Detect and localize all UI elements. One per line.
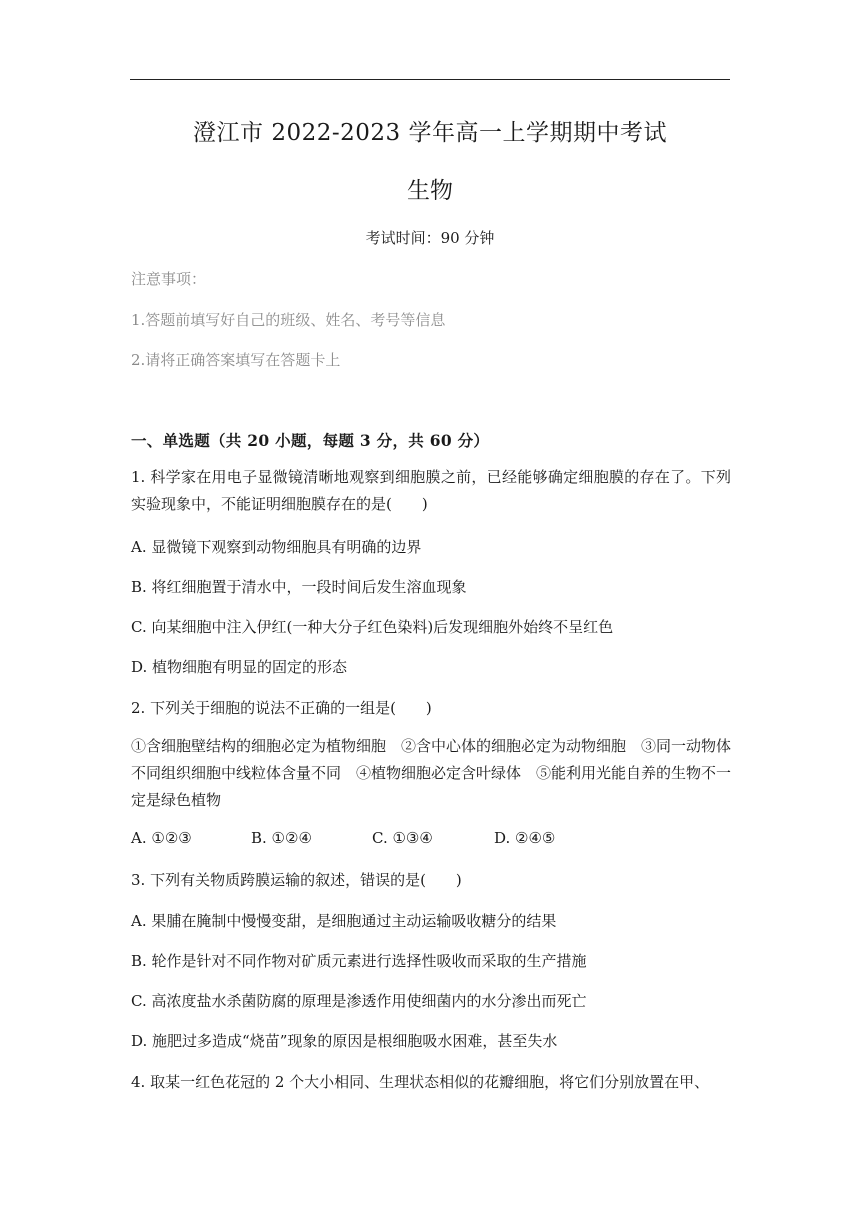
- question-2-option-d: D. ②④⑤: [494, 829, 556, 847]
- notice-item-2: 2.请将正确答案填写在答题卡上: [131, 351, 341, 369]
- header-rule: [130, 79, 730, 80]
- question-4-stem: 4. 取某一红色花冠的 2 个大小相同、生理状态相似的花瓣细胞，将它们分别放置在甲、: [131, 1073, 710, 1091]
- question-3-option-c: C. 高浓度盐水杀菌防腐的原理是渗透作用使细菌内的水分渗出而死亡: [131, 992, 587, 1010]
- section-heading: 一、单选题（共 20 小题，每题 3 分，共 60 分）: [131, 431, 490, 450]
- question-2-option-b: B. ①②④: [251, 829, 312, 847]
- notice-heading: 注意事项：: [131, 270, 207, 288]
- exam-duration: 考试时间：90 分钟: [365, 229, 495, 247]
- question-1-stem: 1. 科学家在用电子显微镜清晰地观察到细胞膜之前，已经能够确定细胞膜的存在了。下列实验现象中，不能证明细胞膜存在的是( ): [131, 468, 731, 513]
- question-2-option-c: C. ①③④: [372, 829, 433, 847]
- question-2-option-a: A. ①②③: [131, 829, 192, 847]
- question-1-option-c: C. 向某细胞中注入伊红(一种大分子红色染料)后发现细胞外始终不呈红色: [131, 618, 614, 636]
- subject-title: 生物: [407, 178, 453, 204]
- question-1-option-d: D. 植物细胞有明显的固定的形态: [131, 658, 348, 676]
- question-1-option-a: A. 显微镜下观察到动物细胞具有明确的边界: [131, 538, 422, 556]
- question-3-option-d: D. 施肥过多造成“烧苗”现象的原因是根细胞吸水困难，甚至失水: [131, 1032, 558, 1050]
- notice-item-1: 1.答题前填写好自己的班级、姓名、考号等信息: [131, 311, 446, 329]
- question-3-option-b: B. 轮作是针对不同作物对矿质元素进行选择性吸收而采取的生产措施: [131, 952, 587, 970]
- question-2-stem: 2. 下列关于细胞的说法不正确的一组是( ): [131, 699, 432, 717]
- question-2-statements: ①含细胞壁结构的细胞必定为植物细胞 ②含中心体的细胞必定为动物细胞 ③同一动物体不同组织细胞中线粒体含量不同 ④植物细胞必定含叶绿体 ⑤能利用光能自养的生物不一定是绿色植物: [131, 737, 732, 809]
- question-1-option-b: B. 将红细胞置于清水中，一段时间后发生溶血现象: [131, 578, 467, 596]
- exam-title: 澄江市 2022-2023 学年高一上学期期中考试: [193, 120, 667, 146]
- question-3-stem: 3. 下列有关物质跨膜运输的叙述，错误的是( ): [131, 871, 462, 889]
- question-3-option-a: A. 果脯在腌制中慢慢变甜，是细胞通过主动运输吸收糖分的结果: [131, 912, 557, 930]
